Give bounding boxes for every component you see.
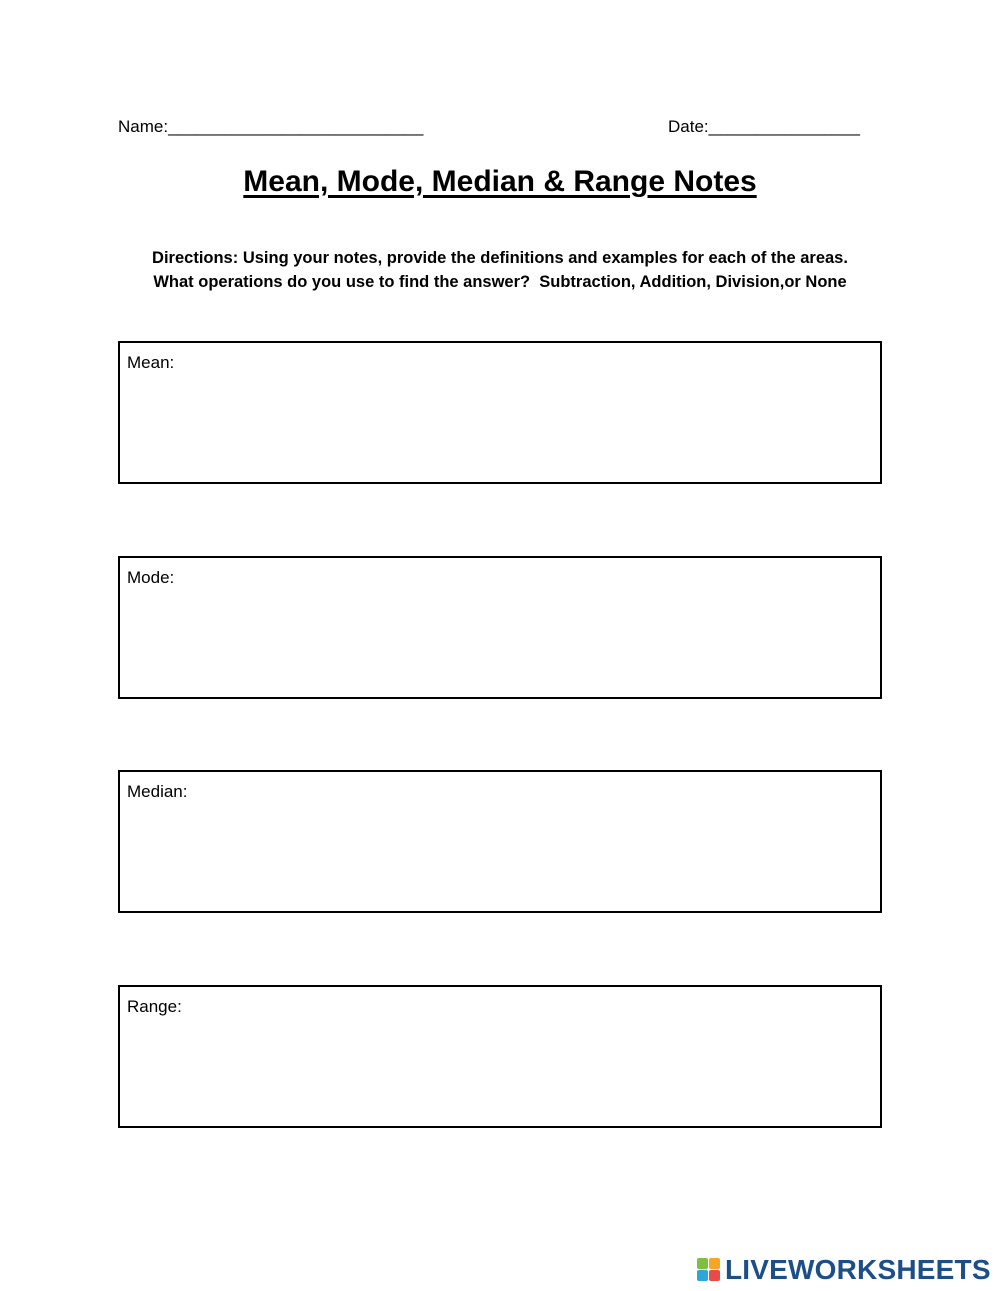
mean-answer-box[interactable]	[118, 341, 882, 484]
directions-line-2: What operations do you use to find the answer? Subtraction, Addition, Division,or None	[153, 273, 847, 291]
mode-label: Mode:	[127, 568, 175, 587]
range-answer-box[interactable]	[118, 985, 882, 1128]
directions-line-1: Directions: Using your notes, provide the definitions and examples for each of the areas.	[152, 249, 848, 267]
liveworksheets-watermark	[697, 1254, 991, 1286]
name-field-line: Name:___________________________	[118, 117, 424, 136]
page-title: Mean, Mode, Median & Range Notes	[243, 165, 757, 198]
mean-label: Mean:	[127, 353, 175, 372]
date-field-line: Date:________________	[668, 117, 860, 136]
directions	[0, 246, 1000, 294]
mode-answer-box[interactable]	[118, 556, 882, 699]
median-label: Median:	[127, 782, 188, 801]
liveworksheets-logo-icon	[697, 1258, 721, 1282]
liveworksheets-brand-text: LIVEWORKSHEETS	[725, 1254, 991, 1285]
median-answer-box[interactable]	[118, 770, 882, 913]
range-label: Range:	[127, 997, 182, 1016]
